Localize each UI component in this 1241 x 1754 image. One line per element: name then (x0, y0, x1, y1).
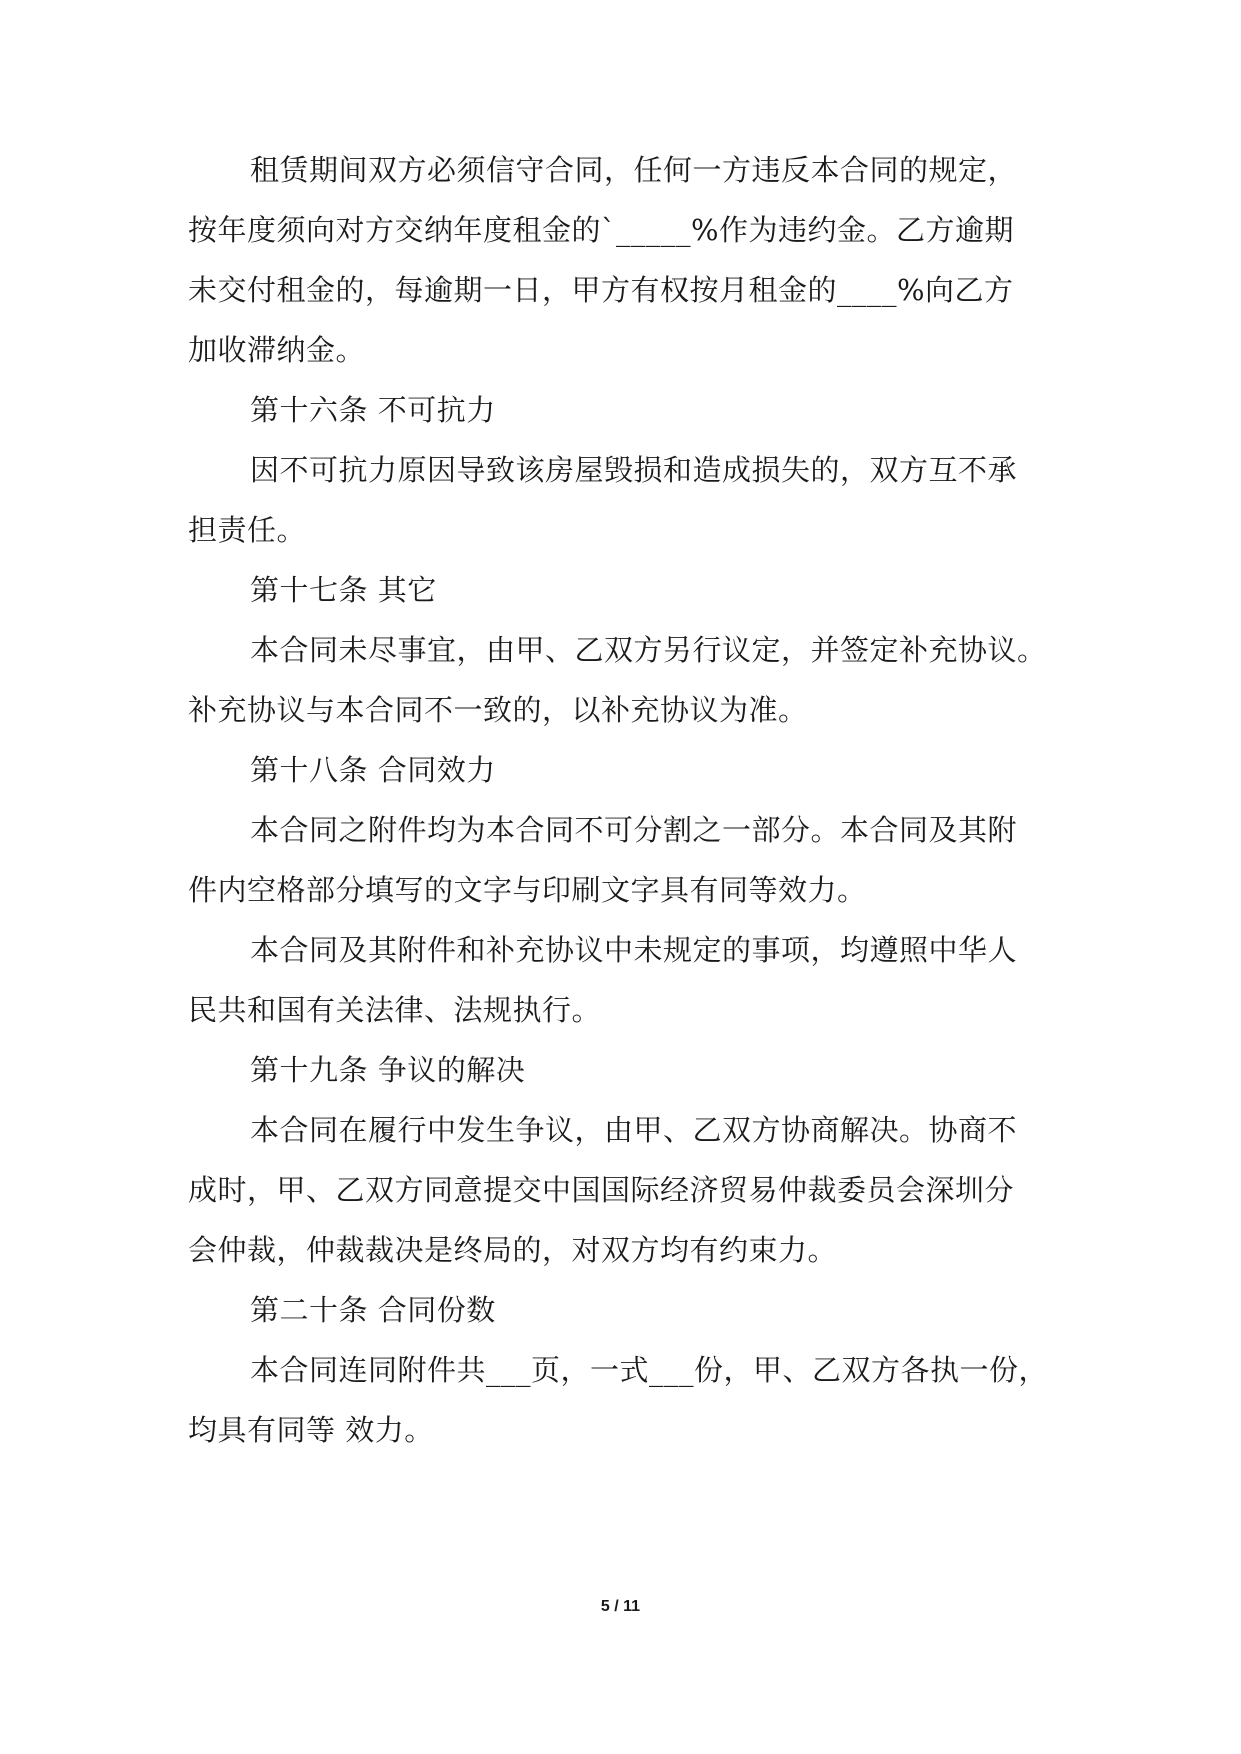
paragraph-line: 租赁期间双方必须信守合同，任何一方违反本合同的规定， (250, 153, 1018, 187)
page-number: 5 / 11 (600, 1598, 641, 1615)
section-heading: 第十六条 不可抗力 (250, 393, 496, 427)
paragraph-line: 本合同未尽事宜，由甲、乙双方另行议定，并签定补充协议。 (250, 633, 1047, 667)
paragraph-line: 按年度须向对方交纳年度租金的`_____%作为违约金。乙方逾期 (188, 213, 1015, 247)
section-heading: 第二十条 合同份数 (250, 1293, 496, 1327)
paragraph-line: 因不可抗力原因导致该房屋毁损和造成损失的，双方互不承 (250, 453, 1018, 487)
paragraph-line: 补充协议与本合同不一致的，以补充协议为准。 (188, 693, 808, 727)
paragraph-line: 未交付租金的，每逾期一日，甲方有权按月租金的____%向乙方 (188, 273, 1014, 307)
section-heading: 第十八条 合同效力 (250, 753, 496, 787)
paragraph-line: 民共和国有关法律、法规执行。 (188, 993, 602, 1027)
paragraph-line: 本合同在履行中发生争议，由甲、乙双方协商解决。协商不 (250, 1113, 1018, 1147)
paragraph-line: 本合同及其附件和补充协议中未规定的事项，均遵照中华人 (250, 933, 1018, 967)
paragraph-line: 会仲裁，仲裁裁决是终局的，对双方均有约束力。 (188, 1233, 838, 1267)
paragraph-line: 本合同连同附件共___页，一式___份，甲、乙双方各执一份， (250, 1353, 1049, 1387)
paragraph-line: 本合同之附件均为本合同不可分割之一部分。本合同及其附 (250, 813, 1018, 847)
paragraph-line: 担责任。 (188, 513, 307, 547)
paragraph-line: 成时，甲、乙双方同意提交中国国际经济贸易仲裁委员会深圳分 (188, 1173, 1015, 1207)
paragraph-line: 加收滞纳金。 (188, 333, 366, 367)
section-heading: 第十九条 争议的解决 (250, 1053, 526, 1087)
paragraph-line: 均具有同等 效力。 (188, 1413, 434, 1447)
paragraph-line: 件内空格部分填写的文字与印刷文字具有同等效力。 (188, 873, 867, 907)
section-heading: 第十七条 其它 (250, 573, 437, 607)
